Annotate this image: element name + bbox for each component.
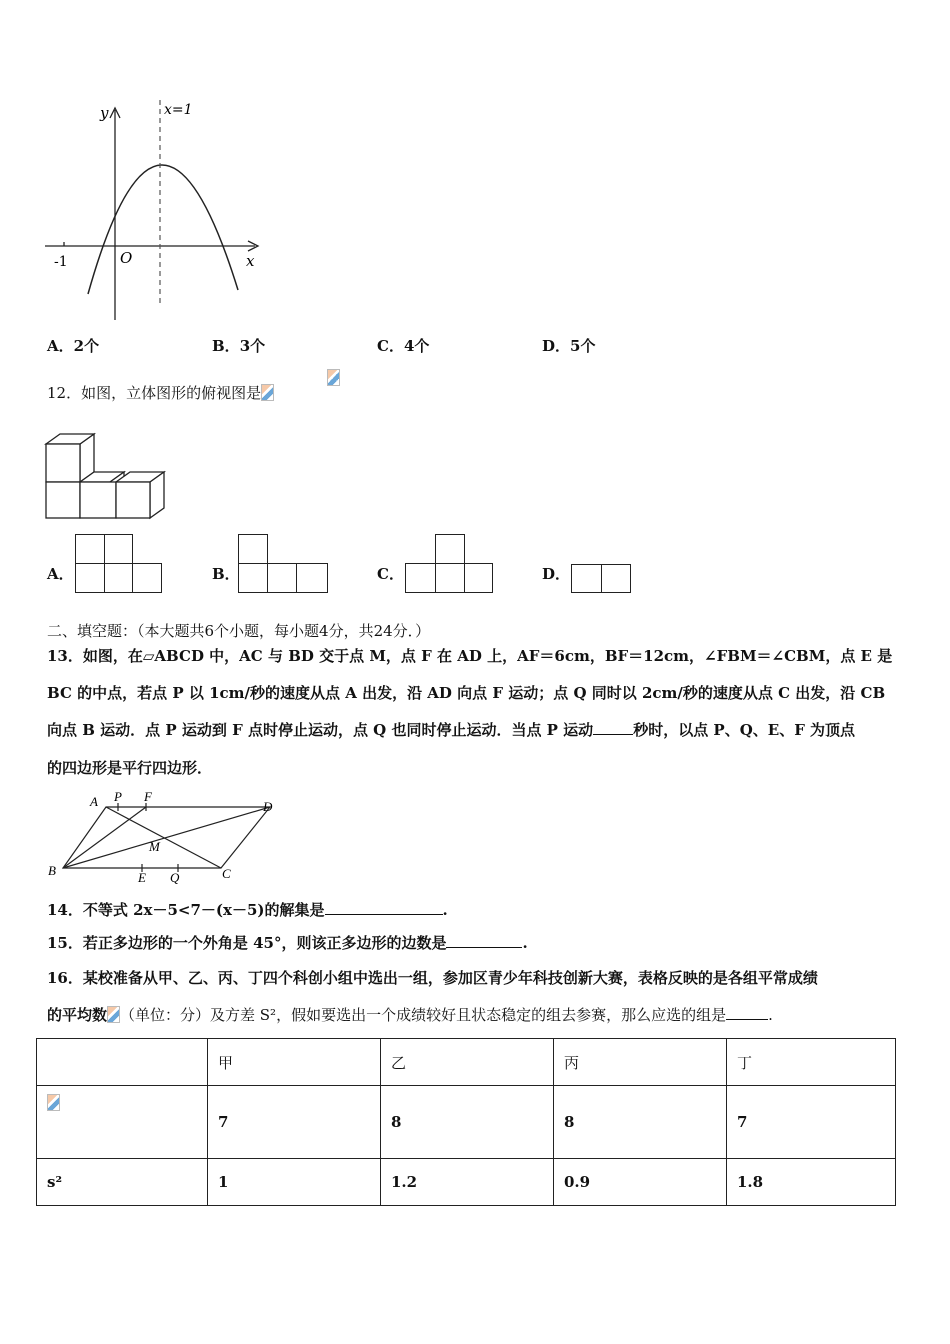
- label-f: F: [144, 789, 152, 804]
- answer-blank[interactable]: [446, 933, 522, 948]
- x-axis-label: x: [246, 252, 255, 270]
- origin-label: O: [120, 249, 133, 267]
- q12-stem: 12．如图，立体图形的俯视图是: [47, 383, 274, 403]
- table-header-cell: 丙: [554, 1039, 727, 1086]
- q11-option-c: C．4个: [377, 337, 430, 355]
- table-cell: 1.2: [381, 1159, 554, 1206]
- image-placeholder-icon: [107, 1006, 120, 1023]
- table-cell: 1.8: [727, 1159, 896, 1206]
- parabola-curve: [88, 165, 238, 294]
- label-p: P: [114, 789, 122, 804]
- q15: 15．若正多边形的一个外角是 45°，则该正多边形的边数是 .: [47, 934, 528, 952]
- parallelogram-figure: [42, 788, 282, 888]
- table-row: [37, 1159, 896, 1206]
- solid-figure: [42, 428, 172, 524]
- label-q: Q: [170, 870, 180, 885]
- image-placeholder-icon: [327, 369, 340, 386]
- table-cell: 1: [208, 1159, 381, 1206]
- table-header-cell: 丁: [727, 1039, 896, 1086]
- y-axis-label: y: [100, 104, 109, 122]
- parabola-graph: [40, 98, 270, 323]
- table-cell: [37, 1039, 208, 1086]
- q11-option-a: A．2个: [47, 337, 100, 355]
- score-table: [36, 1038, 896, 1206]
- table-cell: s²: [37, 1159, 208, 1206]
- q16-line2: 的平均数 （单位：分）及方差 S²，假如要选出一个成绩较好且状态稳定的组去参赛，那么应选的组是 .: [47, 1006, 773, 1024]
- answer-blank[interactable]: [593, 720, 633, 735]
- q12-option-d: D．: [542, 565, 571, 583]
- label-a: A: [90, 794, 98, 809]
- symmetry-label: x=1: [164, 102, 193, 118]
- label-d: D: [263, 799, 273, 814]
- table-cell: 0.9: [554, 1159, 727, 1206]
- table-cell: 8: [381, 1086, 554, 1159]
- q13-line4: 的四边形是平行四边形．: [47, 759, 213, 777]
- table-cell: 7: [208, 1086, 381, 1159]
- q12-option-b: B．: [212, 565, 240, 583]
- table-header-cell: 甲: [208, 1039, 381, 1086]
- answer-blank[interactable]: [325, 900, 443, 915]
- table-header-cell: 乙: [381, 1039, 554, 1086]
- q12-option-a: A．: [47, 565, 74, 583]
- table-cell: 7: [727, 1086, 896, 1159]
- answer-blank[interactable]: [726, 1005, 768, 1020]
- image-placeholder-icon: [47, 1094, 60, 1111]
- q13-line1: 13．如图，在▱ABCD 中，AC 与 BD 交于点 M，点 F 在 AD 上，AF＝6cm，BF＝12cm，∠FBM＝∠CBM，点 E 是: [47, 647, 893, 665]
- table-cell: 8: [554, 1086, 727, 1159]
- q14: 14．不等式 2x－5<7－(x－5)的解集是 .: [47, 901, 448, 919]
- table-row: [37, 1086, 896, 1159]
- q13-line3: 向点 B 运动．点 P 运动到 F 点时停止运动，点 Q 也同时停止运动．当点 P 运动 秒时，以点 P、Q、E、F 为顶点: [47, 721, 856, 739]
- q16-line1: 16．某校准备从甲、乙、丙、丁四个科创小组中选出一组，参加区青少年科技创新大赛，表格反映的是各组平常成绩: [47, 969, 818, 987]
- label-e: E: [138, 870, 146, 885]
- label-b: B: [48, 863, 56, 878]
- table-cell: [37, 1086, 208, 1159]
- label-m: M: [149, 839, 160, 854]
- section-title: 二、填空题：（本大题共6个小题，每小题4分，共24分．）: [47, 622, 431, 640]
- neg-one-label: -1: [54, 254, 68, 270]
- q13-line2: BC 的中点，若点 P 以 1cm/秒的速度从点 A 出发，沿 AD 向点 F 运动；点 Q 同时以 2cm/秒的速度从点 C 出发，沿 CB: [47, 684, 886, 702]
- q12-option-c: C．: [377, 565, 404, 583]
- table-header-row: [37, 1039, 896, 1086]
- q11-option-d: D．5个: [542, 337, 596, 355]
- label-c: C: [222, 866, 231, 881]
- q11-option-b: B．3个: [212, 337, 266, 355]
- image-placeholder-icon: [261, 384, 274, 401]
